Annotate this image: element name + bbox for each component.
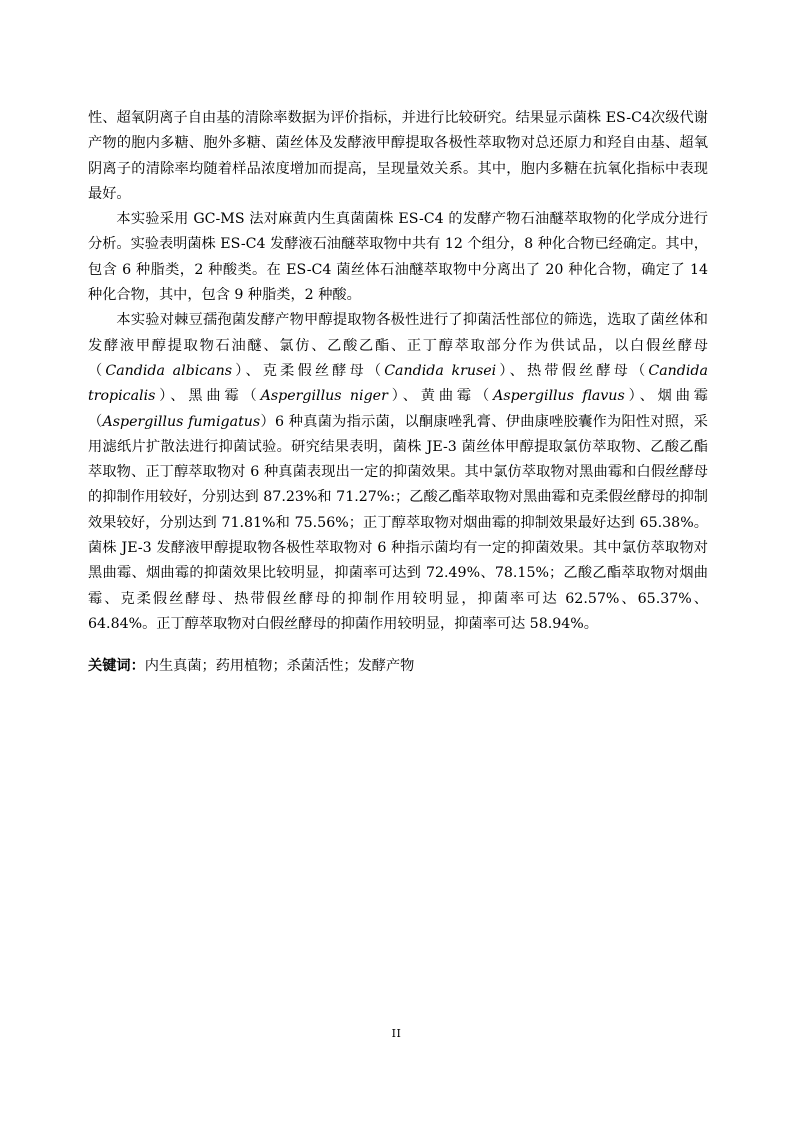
- keywords-text: 内生真菌；药用植物；杀菌活性；发酵产物: [144, 658, 415, 675]
- species-aspergillus-niger: Aspergillus niger: [260, 388, 388, 405]
- species-candida-krusei: Candida krusei: [384, 362, 497, 379]
- paragraph-antioxidant: 性、超氧阴离子自由基的清除率数据为评价指标，并进行比较研究。结果显示菌株 ES-C4次级代谢产物的胞内多糖、胞外多糖、菌丝体及发酵液甲醇提取各极性萃取物对总还原力和羟自由基、超氧阴离子的清除率均随着样品浓度增加而提高，呈现量效关系。其中，胞内多糖在抗氧化指标中表现最好。: [88, 110, 708, 202]
- paragraph-antifungal: [88, 308, 708, 637]
- species-separator: ）、烟曲霉（: [88, 388, 708, 430]
- keywords: [88, 654, 708, 679]
- species-aspergillus-fumigatus: Aspergillus fumigatus: [102, 413, 261, 430]
- paragraph-gcms: 本实验采用 GC-MS 法对麻黄内生真菌菌株 ES-C4 的发酵产物石油醚萃取物的化学成分进行分析。实验表明菌株 ES-C4 发酵液石油醚萃取物中共有 12 个组分，8 种化合物已经确定。其中，包含 6 种脂类，2 种酸类。在 ES-C4 菌丝体石油醚萃取物中分离出了 20 种化合物，确定了 14 种化合物，其中，包含 9 种脂类，2 种酸。: [88, 211, 708, 304]
- species-separator: ）、热带假丝酵母（: [496, 362, 649, 379]
- antifungal-intro: 本实验对棘豆孺孢菌发酵产物甲醇提取物各极性进行了抑菌活性部位的筛选，选取了菌丝体和发酵液甲醇提取物石油醚、氯仿、乙酸乙酯、正丁醇萃取部分作为供试品，以白假丝酵母（: [88, 312, 708, 379]
- species-candida-tropicalis: Candida tropicalis: [88, 362, 708, 405]
- page-number: II: [391, 1027, 402, 1040]
- species-separator: ）、克柔假丝酵母（: [232, 362, 385, 379]
- species-separator: ）: [260, 413, 275, 430]
- species-candida-albicans: Candida albicans: [105, 362, 233, 379]
- species-separator: ）、黄曲霉（: [387, 388, 494, 405]
- keywords-label: 关键词：: [88, 658, 145, 675]
- species-aspergillus-flavus: Aspergillus flavus: [493, 388, 625, 405]
- abstract-body: [88, 106, 708, 679]
- antifungal-results: 6 种真菌为指示菌，以酮康唑乳膏、伊曲康唑胶囊作为阳性对照，采用滤纸片扩散法进行抑菌试验。研究结果表明，菌株 JE-3 菌丝体甲醇提取氯仿萃取物、乙酸乙酯萃取物、正丁醇萃取物对 6 种真菌表现出一定的抑菌效果。其中氯仿萃取物对黑曲霉和白假丝酵母的抑制作用较好，分别达到 87.23%和 71.27%:；乙酸乙酯萃取物对黑曲霉和克柔假丝酵母的抑制效果较好，分别达到 71.81%和 75.56%；正丁醇萃取物对烟曲霉的抑制效果最好达到 65.38%。 菌株 JE-3 发酵液甲醇提取物各极性萃取物对 6 种指示菌均有一定的抑菌效果。其中氯仿萃取物对黑曲霉、烟曲霉的抑菌效果比较明显，抑菌率可达到 72.49%、78.15%；乙酸乙酯萃取物对烟曲霉、克柔假丝酵母、热带假丝酵母的抑制作用较明显，抑菌率可达 62.57%、65.37%、64.84%。正丁醇萃取物对白假丝酵母的抑菌作用较明显，抑菌率可达 58.94%。: [88, 413, 708, 632]
- species-separator: ）、黑曲霉（: [155, 388, 261, 405]
